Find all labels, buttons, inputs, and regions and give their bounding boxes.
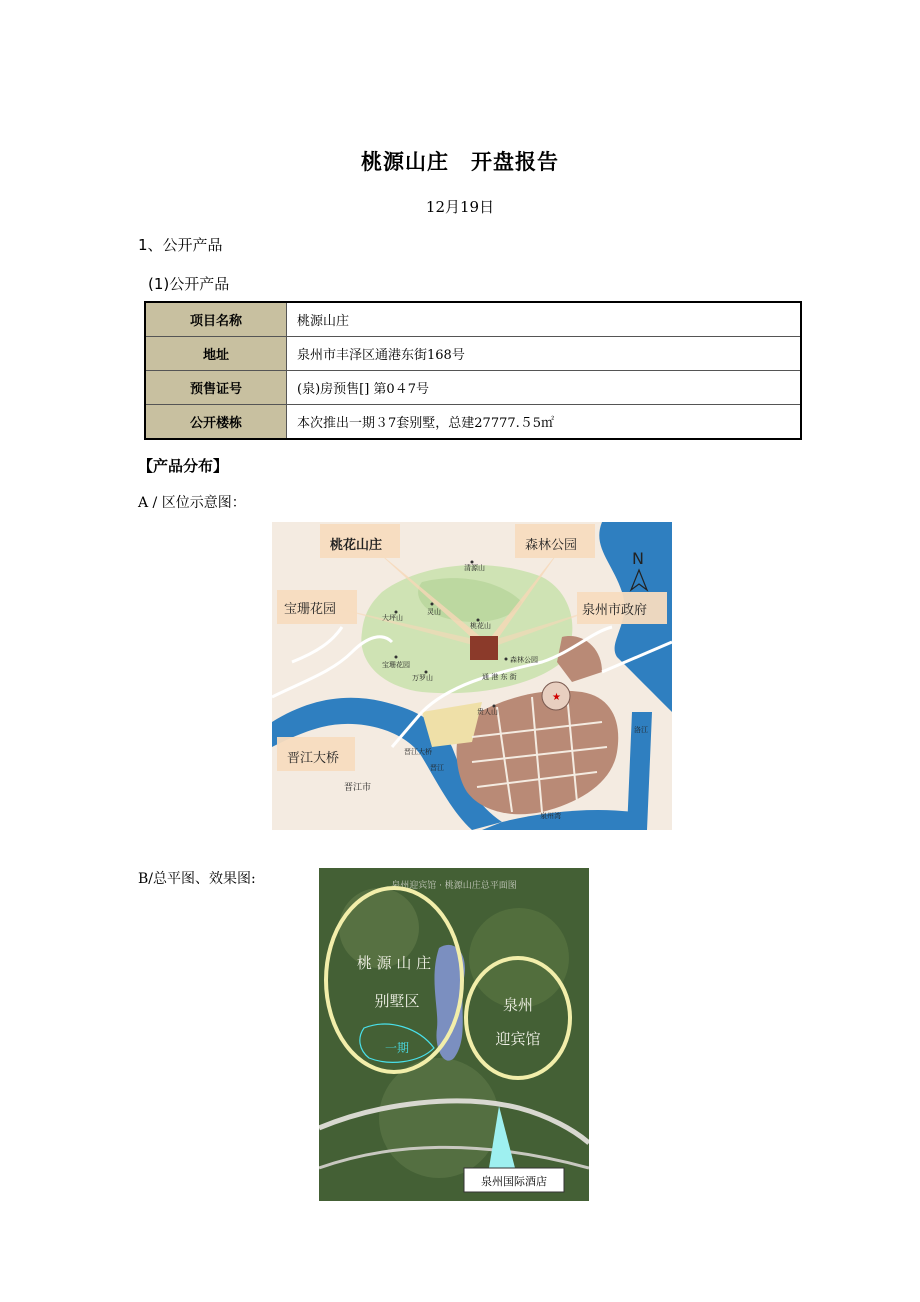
table-row bbox=[145, 302, 801, 337]
caption-plan-map: B/总平图、效果图: bbox=[138, 871, 256, 887]
report-date: 12月19日 bbox=[425, 198, 495, 216]
site-plan-map bbox=[319, 868, 589, 1201]
place-label: 清源山 bbox=[464, 564, 485, 572]
callout-baoshan: 宝珊花园 bbox=[284, 602, 337, 617]
hotel-label: 泉州国际酒店 bbox=[481, 1175, 547, 1188]
table-row bbox=[145, 405, 801, 440]
plan-header: 泉州迎宾馆 · 桃源山庄总平面图 bbox=[391, 881, 517, 891]
table-value: 泉州市丰泽区通港东街168号 bbox=[287, 337, 802, 371]
subsection-heading: (1)公开产品 bbox=[148, 275, 230, 293]
callout-city-gov: 泉州市政府 bbox=[582, 603, 648, 618]
place-label: 贵人山 bbox=[477, 708, 498, 716]
callout-forest-park: 森林公园 bbox=[525, 538, 578, 553]
table-value: 桃源山庄 bbox=[287, 302, 802, 337]
place-label: 洛江 bbox=[634, 726, 648, 734]
place-label: 灵山 bbox=[427, 608, 441, 616]
svg-text:★: ★ bbox=[552, 692, 561, 703]
callout-taohua: 桃花山庄 bbox=[330, 538, 383, 553]
guesthouse-label-2: 迎宾馆 bbox=[495, 1030, 541, 1048]
place-label: 大坪山 bbox=[382, 614, 403, 622]
table-key: 公开楼栋 bbox=[145, 405, 287, 440]
place-label: 晋江大桥 bbox=[404, 748, 432, 756]
place-label: 晋江 bbox=[430, 764, 444, 772]
place-label: 泉州湾 bbox=[540, 812, 561, 820]
callout-jinjiang-bridge: 晋江大桥 bbox=[287, 751, 340, 766]
table-key: 项目名称 bbox=[145, 302, 287, 337]
place-label: 万罗山 bbox=[412, 674, 433, 682]
place-label: 通 港 东 街 bbox=[482, 673, 517, 681]
section-heading: 1、公开产品 bbox=[138, 236, 223, 254]
place-label: 森林公园 bbox=[510, 656, 538, 664]
table-value: (泉)房预售[] 第0４7号 bbox=[287, 371, 802, 405]
guesthouse-label-1: 泉州 bbox=[502, 996, 534, 1014]
table-key: 地址 bbox=[145, 337, 287, 371]
location-map bbox=[272, 522, 672, 830]
place-label: 桃花山 bbox=[470, 622, 491, 630]
table-row bbox=[145, 337, 801, 371]
table-row bbox=[145, 371, 801, 405]
north-label: N bbox=[632, 549, 644, 568]
place-label: 宝珊花园 bbox=[382, 661, 410, 669]
villa-area-label-1: 桃 源 山 庄 bbox=[356, 954, 432, 972]
product-info-table bbox=[144, 301, 802, 440]
page-title: 桃源山庄 开盘报告 bbox=[361, 150, 559, 174]
table-key: 预售证号 bbox=[145, 371, 287, 405]
place-label: 晋江市 bbox=[344, 783, 372, 793]
caption-location-map: A / 区位示意图： bbox=[138, 495, 246, 511]
phase-label: 一期 bbox=[384, 1041, 410, 1055]
distribution-heading: 【产品分布】 bbox=[138, 457, 229, 475]
table-value: 本次推出一期３7套别墅，总建27777.５5㎡ bbox=[287, 405, 802, 440]
villa-area-label-2: 别墅区 bbox=[374, 992, 420, 1010]
